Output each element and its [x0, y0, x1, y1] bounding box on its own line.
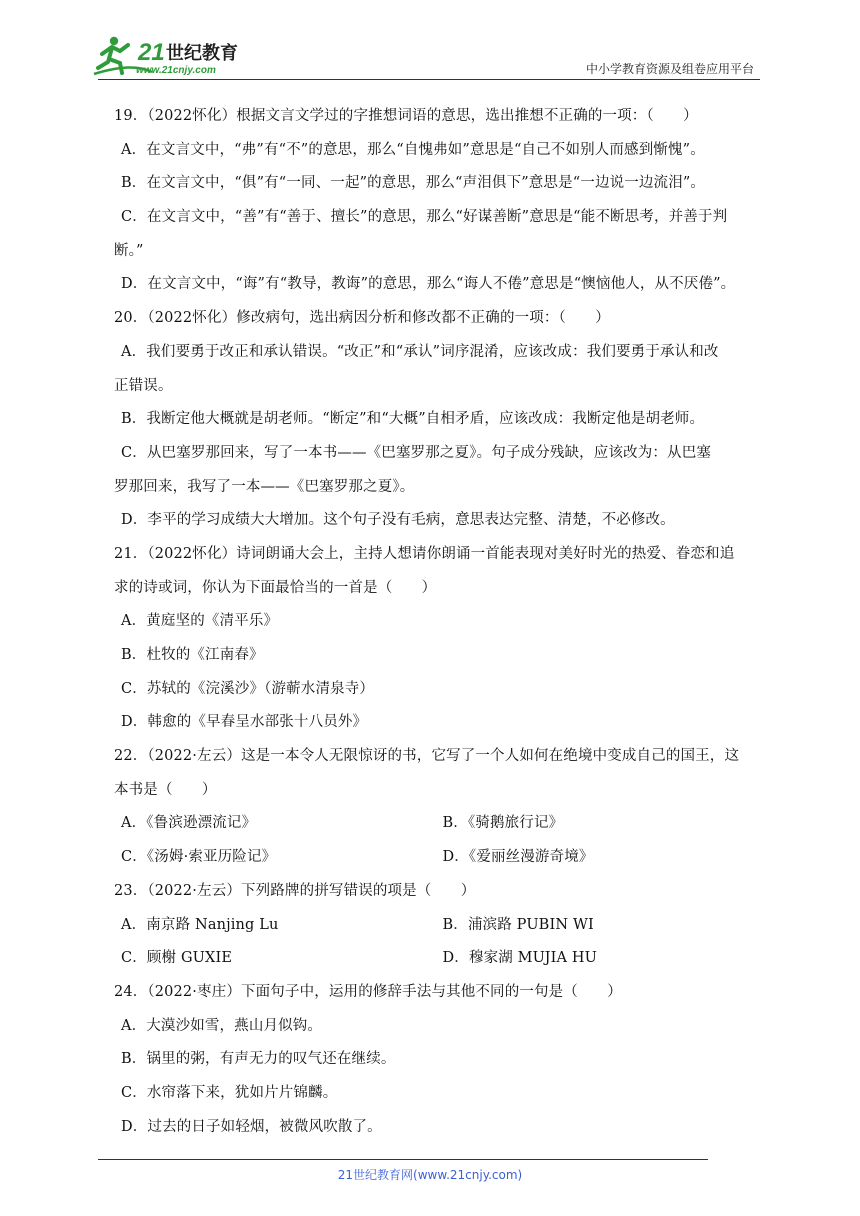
- svg-text:www.21cnjy.com: www.21cnjy.com: [136, 65, 216, 76]
- question-19-stem: 19．（2022怀化）根据文言文学过的字推想词语的意思，选出推想不正确的一项：（ ）: [114, 108, 698, 124]
- page-header: [0, 0, 860, 80]
- q19-option-c: C．在文言文中，“善”有“善于、擅长”的意思，那么“好谋善断”意思是“能不断思考，并善于判: [121, 209, 728, 226]
- question-list: [114, 100, 764, 1144]
- q22-option-a: A．《鲁滨逊漂流记》: [121, 815, 257, 832]
- q19-option-b: B．在文言文中，“俱”有“一同、一起”的意思，那么“声泪俱下”意思是“一边说一边流泪”。: [121, 175, 706, 192]
- q23-options-row-2: [114, 942, 764, 976]
- question-22-stem-cont: 本书是（ ）: [114, 781, 217, 798]
- footer-rule: [98, 1159, 708, 1160]
- q20-option-d: D．李平的学习成绩大大增加。这个句子没有毛病，意思表达完整、清楚，不必修改。: [121, 512, 675, 529]
- q22-option-b: B．《骑鹅旅行记》: [442, 815, 564, 832]
- q20-option-a-cont: 正错误。: [114, 377, 173, 394]
- q21-option-a: A．黄庭坚的《清平乐》: [121, 613, 279, 630]
- q23-option-c: C．顾榭 GUXIE: [121, 950, 233, 967]
- q20-option-c: C．从巴塞罗那回来，写了一本书——《巴塞罗那之夏》。句子成分残缺，应该改为：从巴塞: [121, 444, 711, 461]
- q22-option-d: D．《爱丽丝漫游奇境》: [442, 849, 594, 866]
- footer-link[interactable]: 21世纪教育网(www.21cnjy.com): [337, 1168, 523, 1182]
- q20-option-b: B．我断定他大概就是胡老师。“断定”和“大概”自相矛盾，应该改成：我断定他是胡老师。: [121, 411, 705, 428]
- q23-options-row-1: [114, 909, 764, 943]
- question-22-stem: 22．（2022·左云）这是一本令人无限惊讶的书，它写了一个人如何在绝境中变成自己的国王，这: [114, 748, 740, 765]
- header-rule: [98, 79, 760, 80]
- q21-option-c: C．苏轼的《浣溪沙》（游蕲水清泉寺）: [121, 680, 375, 697]
- q23-option-d: D．穆家湖 MUJIA HU: [442, 950, 597, 967]
- question-21-stem: 21．（2022怀化）诗词朗诵大会上，主持人想请你朗诵一首能表现对美好时光的热爱、眷恋和追: [114, 545, 735, 562]
- q24-option-a: A．大漠沙如雪，燕山月似钩。: [121, 1017, 323, 1034]
- q23-option-b: B．浦滨路 PUBIN WI: [442, 916, 594, 933]
- q24-option-b: B．锅里的粥，有声无力的叹气还在继续。: [121, 1051, 396, 1068]
- q21-option-b: B．杜牧的《江南春》: [121, 647, 264, 663]
- q22-options-row-1: [114, 807, 764, 841]
- question-20-stem: 20．（2022怀化）修改病句，选出病因分析和修改都不正确的一项：（ ）: [114, 310, 610, 327]
- q19-option-c-cont: 断。”: [114, 242, 144, 259]
- svg-text:世纪教育: 世纪教育: [166, 43, 238, 64]
- q24-option-c: C．水帘落下来，犹如片片锦麟。: [121, 1084, 338, 1101]
- site-logo: [92, 32, 262, 78]
- q22-options-row-2: [114, 841, 764, 875]
- q20-option-c-cont: 罗那回来，我写了一本——《巴塞罗那之夏》。: [114, 478, 415, 495]
- q19-option-a: A．在文言文中，“弗”有“不”的意思，那么“自愧弗如”意思是“自己不如别人而感到惭愧”。: [121, 141, 705, 158]
- q19-option-d: D．在文言文中，“诲”有“教导，教诲”的意思，那么“诲人不倦”意思是“懊恼他人，从不厌倦”。: [121, 276, 736, 293]
- q21-option-d: D．韩愈的《早春呈水部张十八员外》: [121, 714, 368, 731]
- q20-option-a: A．我们要勇于改正和承认错误。“改正”和“承认”词序混淆，应该改成：我们要勇于承认和改: [121, 343, 719, 360]
- q22-option-c: C．《汤姆·索亚历险记》: [121, 849, 277, 866]
- question-23-stem: 23．（2022·左云）下列路牌的拼写错误的项是（ ）: [114, 882, 476, 899]
- platform-name: 中小学教育资源及组卷应用平台: [585, 62, 754, 76]
- question-24-stem: 24．（2022·枣庄）下面句子中，运用的修辞手法与其他不同的一句是（ ）: [114, 983, 622, 1000]
- q23-option-a: A．南京路 Nanjing Lu: [121, 916, 279, 933]
- q24-option-d: D．过去的日子如轻烟，被微风吹散了。: [121, 1118, 382, 1135]
- svg-text:21: 21: [138, 39, 165, 66]
- question-21-stem-cont: 求的诗或词，你认为下面最恰当的一首是（ ）: [114, 579, 437, 596]
